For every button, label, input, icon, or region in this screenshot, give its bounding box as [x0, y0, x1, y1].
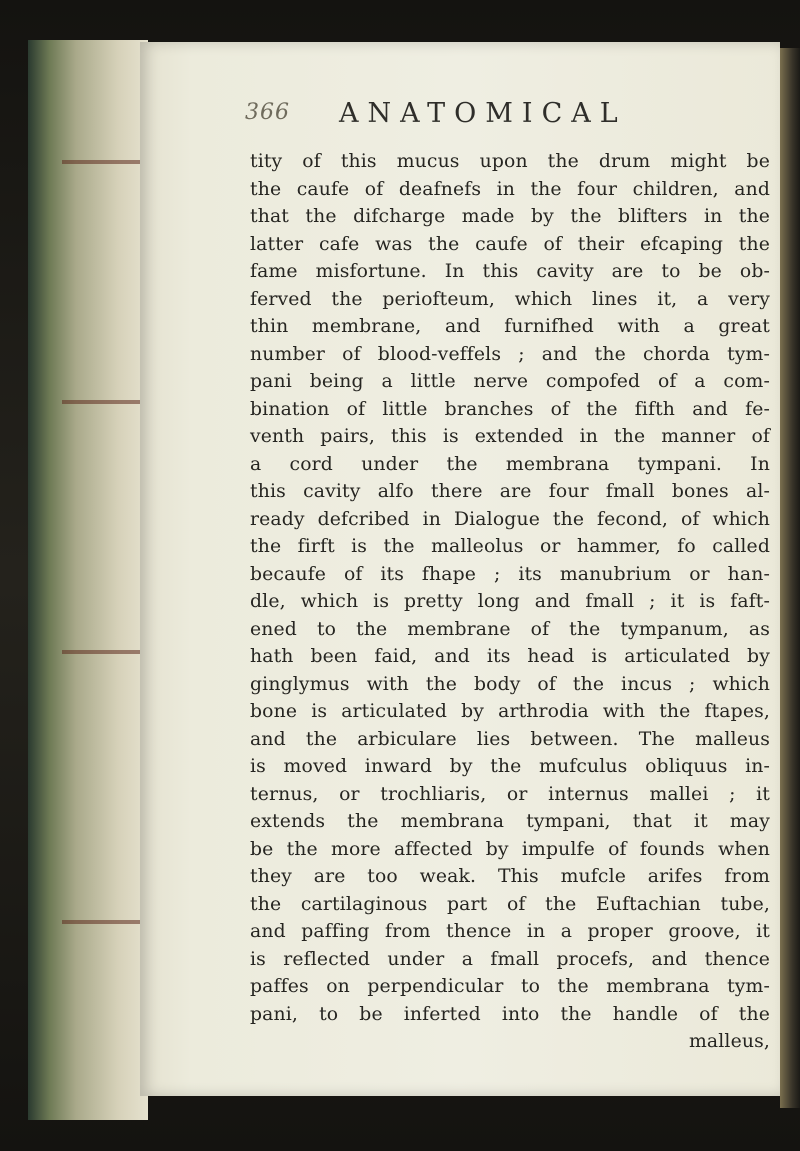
text-line: bination of little branches of the fifth and fe- — [250, 398, 770, 420]
text-line: latter cafe was the caufe of their efcaping the — [250, 233, 770, 255]
text-line: thin membrane, and furnifhed with a great — [250, 316, 770, 337]
text-line: that the difcharge made by the blifters in the — [250, 206, 770, 227]
catchword: malleus, — [688, 1031, 770, 1052]
text-line: paffes on perpendicular to the membrana tym- — [250, 976, 770, 997]
text-line: extends the membrana tympani, that it may — [250, 811, 770, 832]
text-line: the caufe of deafnefs in the four children, and — [250, 178, 770, 200]
text-line: number of blood-veffels ; and the chorda tym- — [250, 343, 770, 365]
text-line: ened to the membrane of the tympanum, as — [250, 618, 770, 640]
text-line: is reflected under a fmall procefs, and thence — [250, 948, 770, 970]
text-line: this cavity alfo there are four fmall bones al- — [250, 481, 770, 502]
text-line: ternus, or trochliaris, or internus mallei ; it — [250, 783, 770, 805]
text-line: fame misfortune. In this cavity are to be ob- — [250, 261, 770, 282]
page-edge-stack — [28, 40, 148, 1120]
text-line: venth pairs, this is extended in the manner of — [250, 426, 770, 447]
text-line: becaufe of its fhape ; its manubrium or han- — [250, 563, 770, 585]
page-right-edge — [780, 48, 800, 1108]
edge-stain — [62, 400, 148, 404]
edge-stain — [62, 920, 148, 924]
text-line: and paffing from thence in a proper groove, it — [250, 921, 770, 942]
edge-stain — [62, 650, 148, 654]
text-line: the cartilaginous part of the Euftachian tube, — [250, 893, 770, 915]
page-number: 366 — [245, 100, 290, 125]
page-header — [245, 98, 765, 138]
text-line: ferved the periofteum, which lines it, a very — [250, 288, 770, 310]
text-line: hath been faid, and its head is articulated by — [250, 646, 770, 667]
body-text — [250, 148, 770, 1056]
edge-stain — [62, 160, 148, 164]
text-line: they are too weak. This mufcle arifes from — [250, 866, 770, 887]
text-line: a cord under the membrana tympani. In — [250, 453, 770, 475]
text-line: bone is articulated by arthrodia with the ftapes, — [250, 701, 770, 722]
text-line: ready defcribed in Dialogue the fecond, of which — [250, 508, 770, 530]
text-line: is moved inward by the mufculus obliquus in- — [250, 756, 770, 777]
text-line: dle, which is pretty long and fmall ; it is faft- — [250, 591, 770, 612]
text-line: ginglymus with the body of the incus ; which — [250, 673, 770, 695]
text-line: pani being a little nerve compofed of a com- — [250, 371, 770, 392]
running-head: ANATOMICAL — [339, 98, 627, 129]
text-line: the firft is the malleolus or hammer, fo called — [250, 536, 770, 557]
text-line: be the more affected by impulfe of founds when — [250, 838, 770, 860]
text-line: and the arbiculare lies between. The malleus — [250, 728, 770, 750]
text-line: pani, to be inferted into the handle of the — [250, 1003, 770, 1025]
text-line: tity of this mucus upon the drum might be — [250, 151, 770, 172]
